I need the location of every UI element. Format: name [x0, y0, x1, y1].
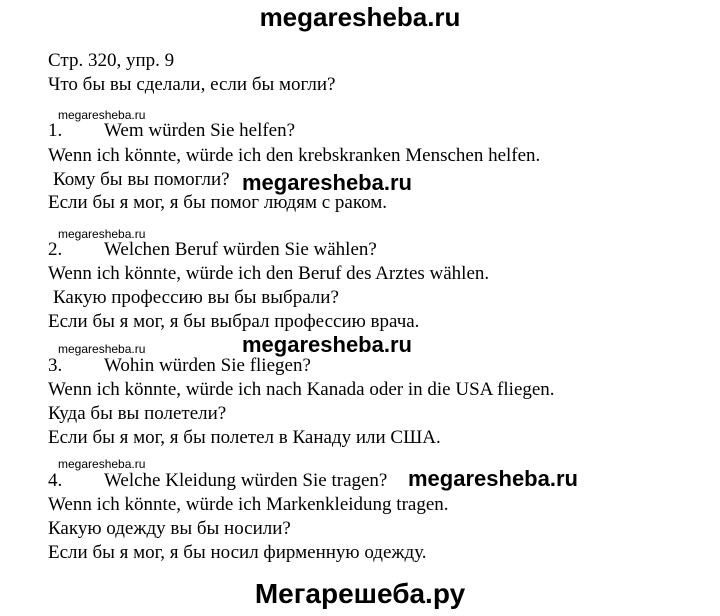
inline-watermark: megaresheba.ru: [242, 170, 412, 195]
item-4-answer-ru: Если бы я мог, я бы носил фирменную одежду.: [48, 542, 427, 563]
item-4-number: 4.: [48, 470, 63, 491]
item-4-question-de: [48, 470, 387, 492]
small-watermark: megaresheba.ru: [58, 457, 146, 471]
item-1-question-ru: Кому бы вы помогли?: [53, 169, 230, 190]
watermark-bottom: Мегарешеба.ру: [254, 578, 466, 609]
small-watermark: megaresheba.ru: [58, 227, 146, 241]
item-1-answer-ru: Если бы я мог, я бы помог людям с раком.: [48, 192, 388, 213]
item-4-question-ru: Какую одежду вы бы носили?: [48, 518, 291, 539]
item-1-question-de-text: Wem würden Sie helfen?: [104, 120, 296, 141]
small-watermark: megaresheba.ru: [58, 342, 146, 356]
item-3-question-ru: Куда бы вы полетели?: [48, 403, 227, 424]
inline-watermark: megaresheba.ru: [408, 466, 578, 491]
item-2-question-de-text: Welchen Beruf würden Sie wählen?: [104, 239, 377, 260]
item-3-answer-ru: Если бы я мог, я бы полетел в Канаду или США.: [48, 427, 441, 448]
item-3-answer-de: Wenn ich könnte, würde ich nach Kanada oder in die USA fliegen.: [48, 379, 555, 400]
item-1-question-de: [48, 120, 295, 142]
item-1-answer-de: Wenn ich könnte, würde ich den krebskranken Menschen helfen.: [48, 145, 541, 166]
item-2-answer-de: Wenn ich könnte, würde ich den Beruf des Arztes wählen.: [48, 263, 490, 284]
inline-watermark: megaresheba.ru: [242, 332, 412, 357]
item-2-number: 2.: [48, 239, 63, 260]
item-2-question-ru: Какую профессию вы бы выбрали?: [53, 287, 339, 308]
item-3-question-de-text: Wohin würden Sie fliegen?: [104, 355, 311, 376]
item-2-question-de: [48, 239, 377, 261]
item-4-answer-de: Wenn ich könnte, würde ich Markenkleidung tragen.: [48, 494, 449, 515]
small-watermark: megaresheba.ru: [58, 108, 146, 122]
exercise-question: Что бы вы сделали, если бы могли?: [48, 74, 336, 95]
item-4-question-de-text: Welche Kleidung würden Sie tragen?: [104, 470, 388, 491]
item-1-number: 1.: [48, 120, 63, 141]
watermark-top: megaresheba.ru: [259, 2, 461, 32]
exercise-reference: Стр. 320, упр. 9: [48, 50, 175, 71]
item-3-question-de: [48, 355, 311, 377]
item-3-number: 3.: [48, 355, 63, 376]
item-2-answer-ru: Если бы я мог, я бы выбрал профессию врача.: [48, 311, 420, 332]
